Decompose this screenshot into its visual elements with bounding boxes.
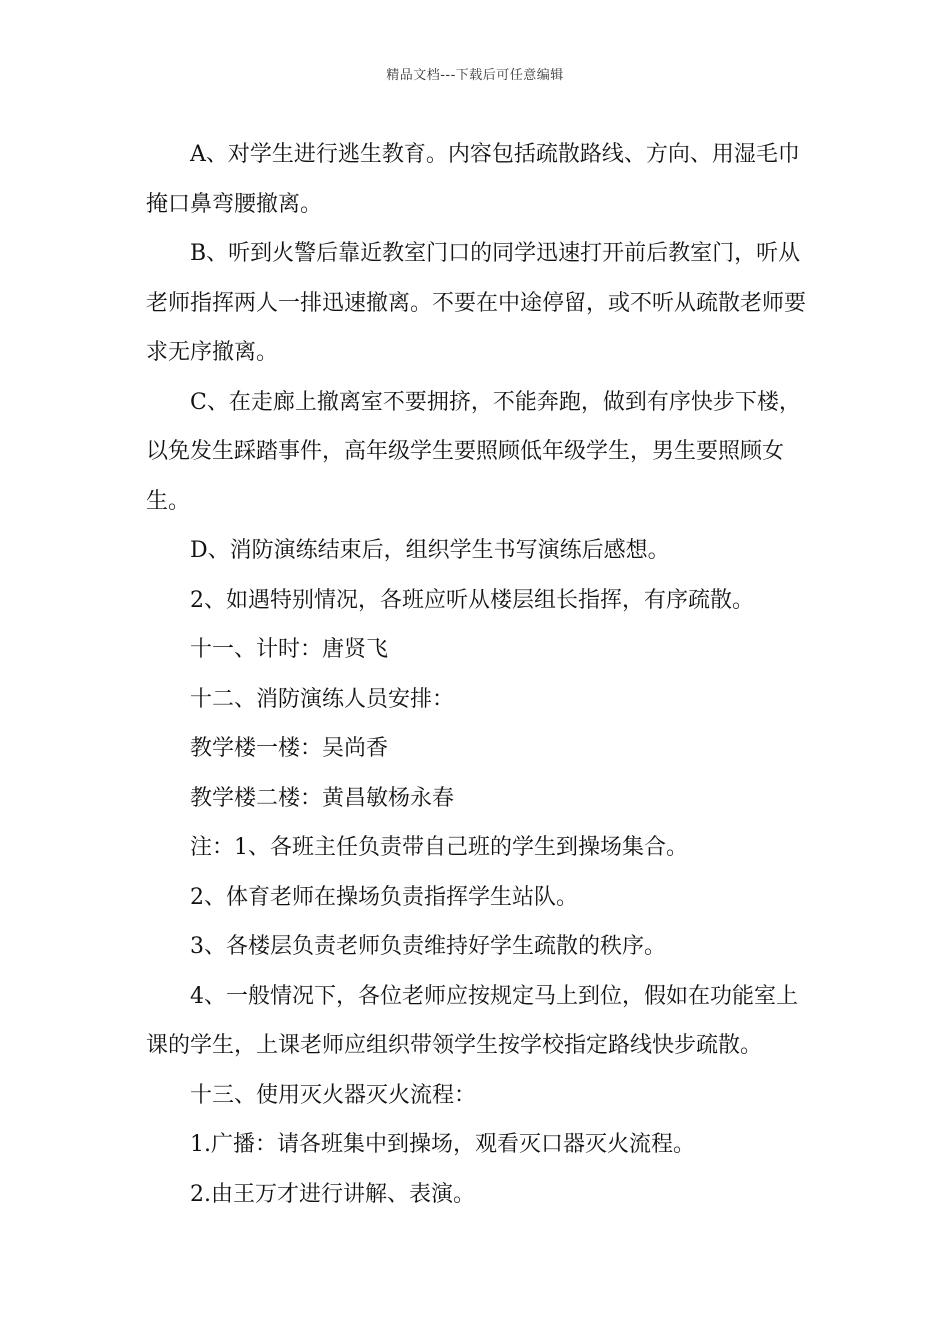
paragraph-corridor-order: C、在走廊上撤离室不要拥挤，不能奔跑，做到有序快步下楼，以免发生踩踏事件，高年级学生要照顾低年级学生，男生要照顾女生。: [146, 389, 801, 514]
page-header: 精品文档---下载后可任意编辑: [386, 68, 564, 83]
paragraph-evacuation-education: A、对学生进行逃生教育。内容包括疏散路线、方向、用湿毛巾掩口鼻弯腰撤离。: [146, 142, 800, 217]
paragraph-special-situation: 2、如遇特别情况，各班应听从楼层组长指挥，有序疏散。: [190, 587, 754, 613]
paragraph-note-four: 4、一般情况下，各位老师应按规定马上到位，假如在功能室上课的学生，上课老师应组织带领学生按学校指定路线快步疏散。: [146, 983, 798, 1058]
paragraph-note-one: 注：1、各班主任负责带自己班的学生到操场集合。: [190, 835, 688, 860]
paragraph-demonstration: 2.由王万才进行讲解、表演。: [190, 1181, 475, 1207]
paragraph-floor-two: 教学楼二楼：黄昌敏杨永春: [190, 785, 455, 811]
paragraph-timekeeper: 十一、计时：唐贤飞: [190, 637, 389, 662]
paragraph-note-three: 3、各楼层负责老师负责维持好学生疏散的秩序。: [190, 934, 666, 959]
paragraph-extinguisher-process: 十三、使用灭火器灭火流程：: [190, 1082, 477, 1108]
paragraph-staff-arrangement: 十二、消防演练人员安排：: [190, 686, 455, 712]
paragraph-floor-one: 教学楼一楼：吴尚香: [190, 736, 389, 761]
paragraph-open-doors: B、听到火警后靠近教室门口的同学迅速打开前后教室门，听从老师指挥两人一排迅速撤离。不要在中途停留，或不听从疏散老师要求无序撤离。: [146, 241, 807, 365]
paragraph-note-two: 2、体育老师在操场负责指挥学生站队。: [190, 884, 578, 910]
paragraph-after-drill: D、消防演练结束后，组织学生书写演练后感想。: [190, 538, 670, 563]
paragraph-broadcast: 1.广播：请各班集中到操场，观看灭口器灭火流程。: [190, 1132, 695, 1157]
document-body: [146, 130, 808, 1219]
